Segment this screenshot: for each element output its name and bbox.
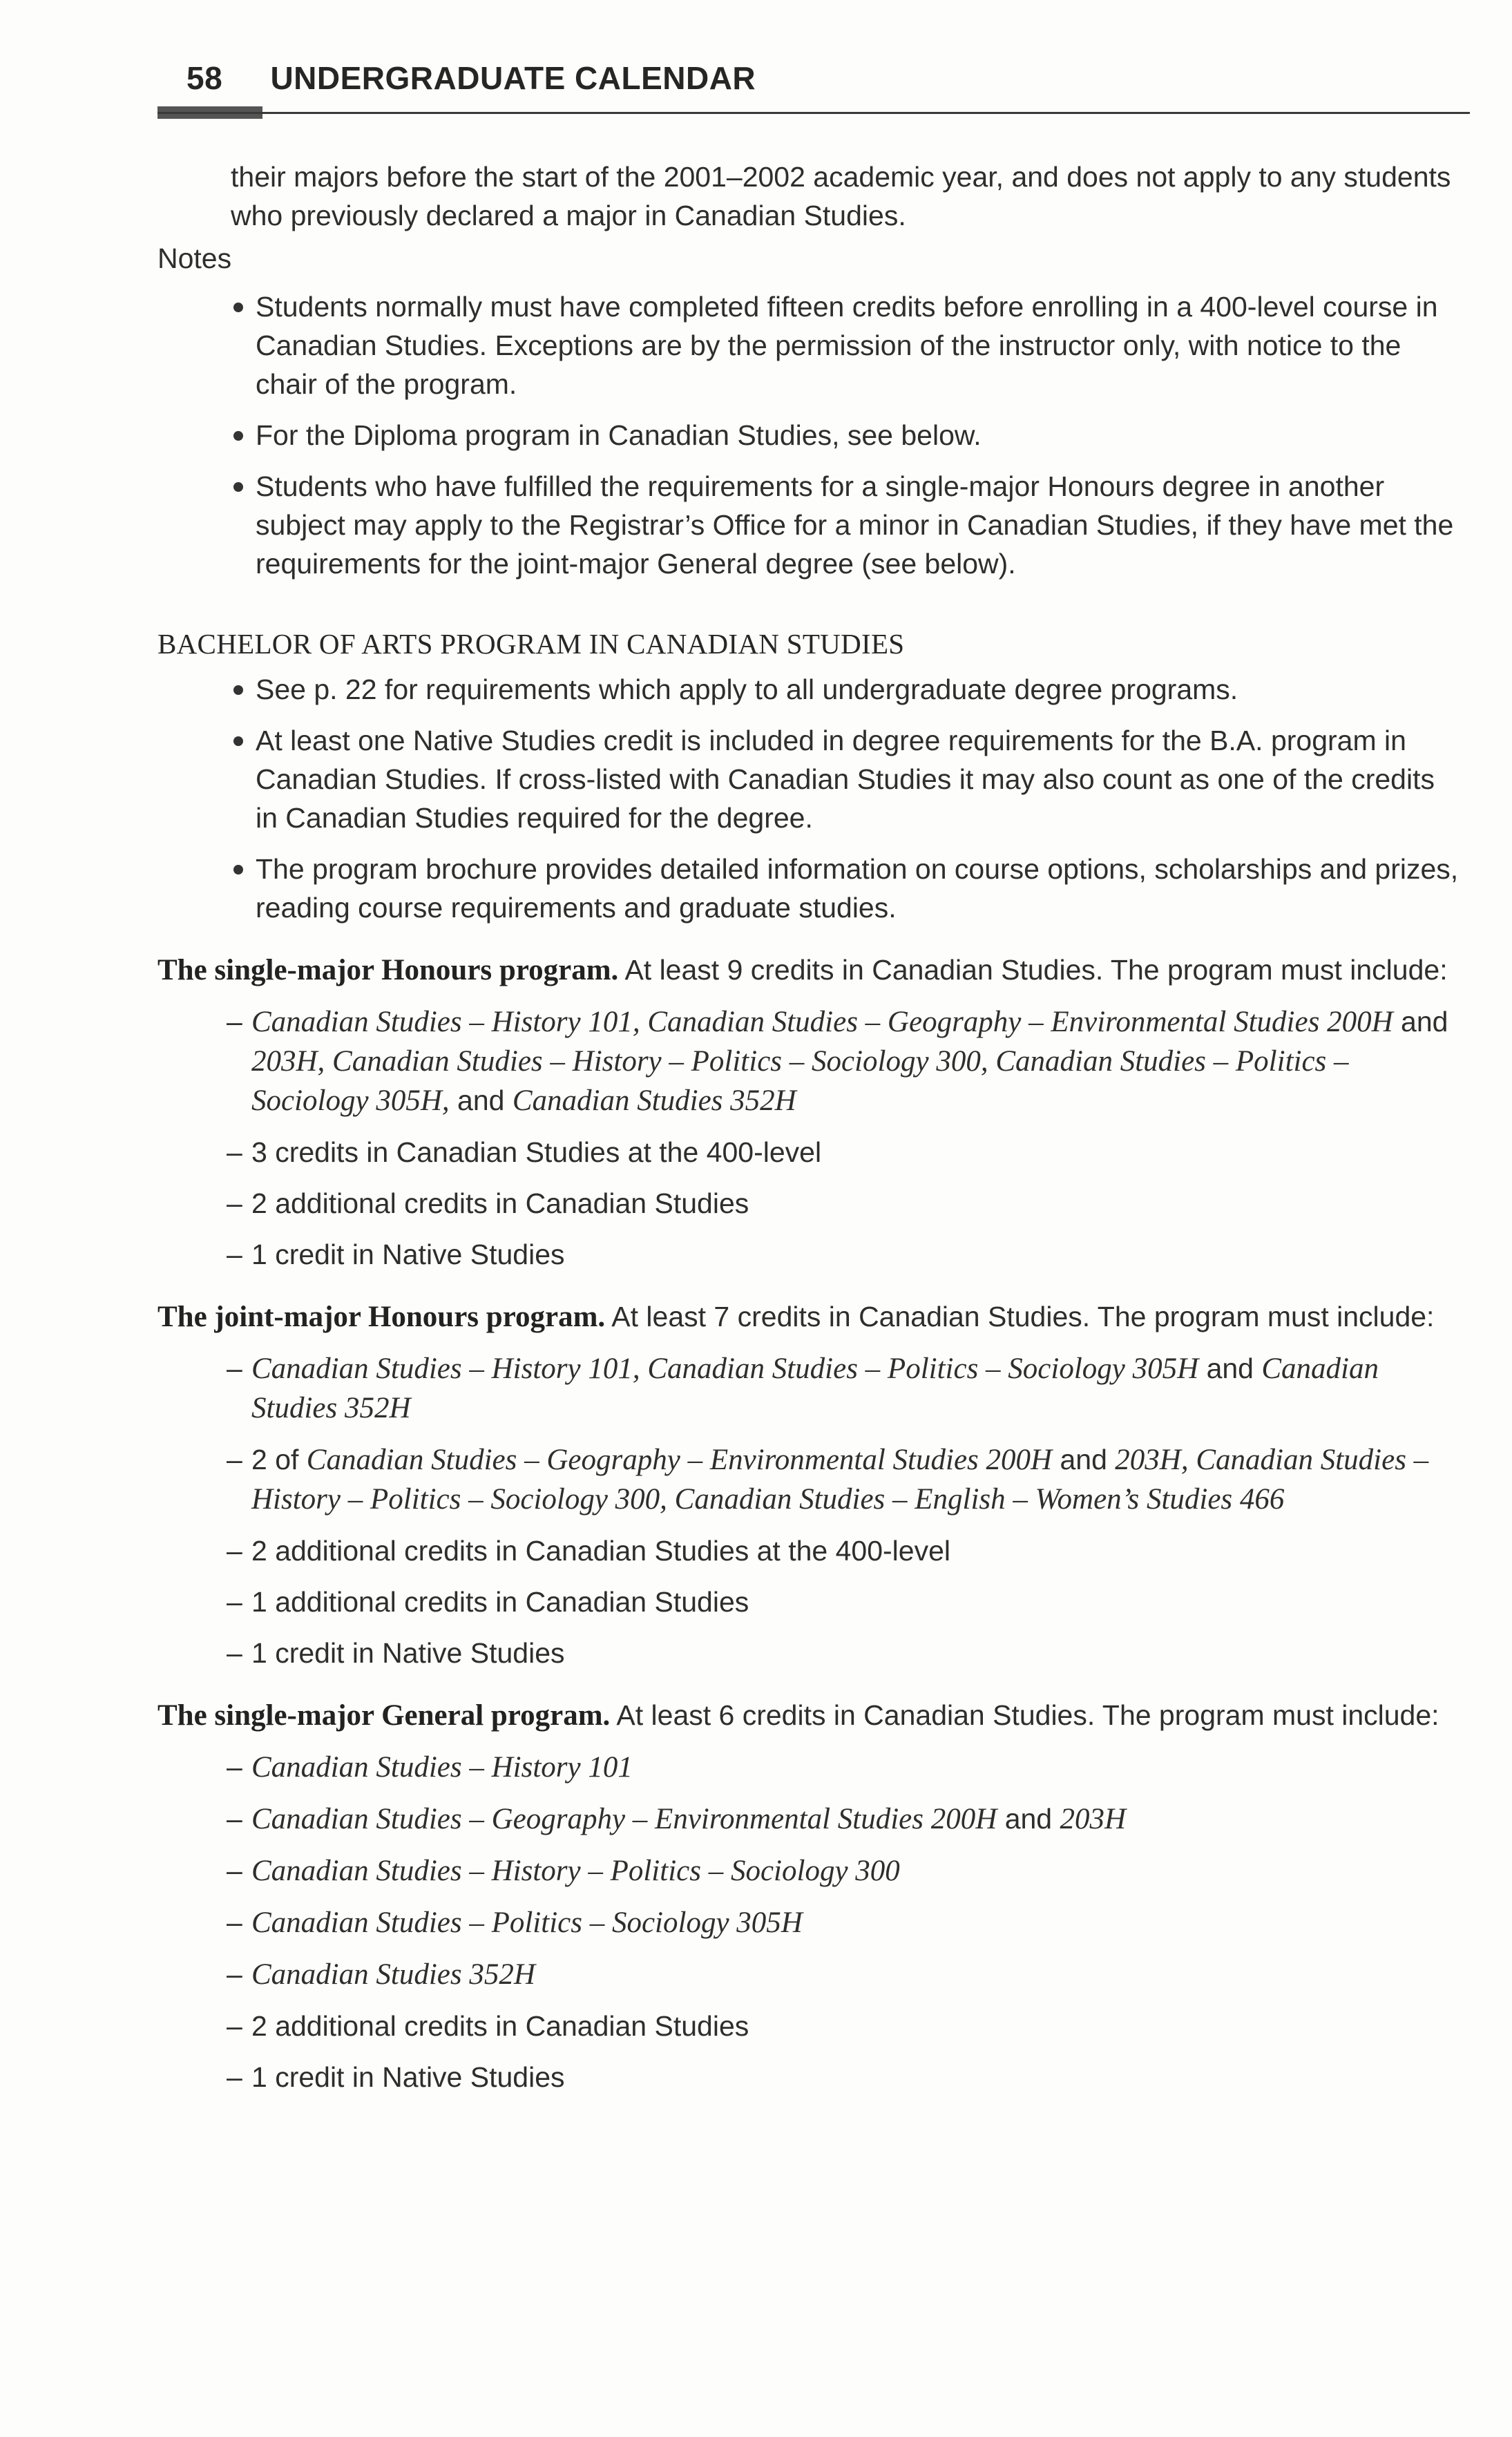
course-list-text: 203H, Canadian Studies – History – Politics – Sociology 300, Canadian Studies – English – Women’s Studies 466 bbox=[251, 1444, 1429, 1516]
connector-text: 2 of bbox=[251, 1444, 307, 1475]
running-head bbox=[186, 59, 756, 97]
single-honours-item: – 1 credit in Native Studies bbox=[157, 1235, 1463, 1274]
ba-requirements-list bbox=[157, 670, 1463, 927]
page-body bbox=[157, 157, 1463, 2109]
ba-requirement-item: At least one Native Studies credit is included in degree requirements for the B.A. program in Canadian Studies. If cross-listed with Canadian Studies it may also count as one of the credits in Canadian Studies required for the degree. bbox=[157, 721, 1463, 837]
notes-item: For the Diploma program in Canadian Studies, see below. bbox=[157, 416, 1463, 455]
course-list-text: Canadian Studies – History 101, Canadian Studies – Politics – Sociology 305H bbox=[251, 1353, 1199, 1385]
course-list-text: 203H, Canadian Studies – History – Politics – Sociology 300, Canadian Studies – Politics – Sociology 305H, bbox=[251, 1045, 1349, 1117]
course-list-text: Canadian Studies – History 101, Canadian Studies – Geography – Environmental Studies 200H bbox=[251, 1006, 1393, 1038]
notes-label: Notes bbox=[157, 242, 232, 274]
single-general-item: – 2 additional credits in Canadian Studies bbox=[157, 2007, 1463, 2045]
connector-text: and bbox=[997, 1803, 1060, 1835]
joint-honours-paragraph bbox=[157, 1297, 1463, 1337]
single-general-item: – 1 credit in Native Studies bbox=[157, 2058, 1463, 2096]
single-honours-title: The single-major Honours program. bbox=[157, 954, 619, 986]
course-list-text: Canadian Studies – Geography – Environmental Studies 200H bbox=[251, 1803, 997, 1835]
ba-requirement-item: See p. 22 for requirements which apply to all undergraduate degree programs. bbox=[157, 670, 1463, 709]
course-list-text: Canadian Studies 352H bbox=[251, 1353, 1379, 1424]
single-honours-desc: At least 9 credits in Canadian Studies. The program must include: bbox=[618, 954, 1448, 986]
connector-text: and bbox=[449, 1084, 513, 1116]
intro-paragraph: their majors before the start of the 2001–2002 academic year, and does not apply to any students who previously declared a major in Canadian Studies. bbox=[231, 161, 1451, 231]
page-header-title: UNDERGRADUATE CALENDAR bbox=[270, 60, 756, 96]
joint-honours-list bbox=[157, 1349, 1463, 1672]
course-list-text: Canadian Studies – History – Politics – Sociology 300 bbox=[251, 1855, 900, 1887]
connector-text: and bbox=[1052, 1444, 1116, 1475]
ba-requirement-item: The program brochure provides detailed information on course options, scholarships and prizes, reading course requirements and graduate studies. bbox=[157, 850, 1463, 927]
single-general-item bbox=[157, 1903, 1463, 1942]
joint-honours-title: The joint-major Honours program. bbox=[157, 1301, 606, 1333]
single-general-paragraph bbox=[157, 1696, 1463, 1735]
joint-honours-item: – 1 credit in Native Studies bbox=[157, 1634, 1463, 1672]
notes-list bbox=[157, 287, 1463, 583]
joint-honours-item: – 2 additional credits in Canadian Studies at the 400-level bbox=[157, 1531, 1463, 1570]
single-honours-list bbox=[157, 1002, 1463, 1274]
joint-honours-item bbox=[157, 1440, 1463, 1519]
single-general-item bbox=[157, 1799, 1463, 1839]
course-list-text: 203H bbox=[1060, 1803, 1127, 1835]
single-general-list bbox=[157, 1748, 1463, 2096]
single-honours-item: – 3 credits in Canadian Studies at the 400-level bbox=[157, 1133, 1463, 1172]
single-general-item bbox=[157, 1955, 1463, 1994]
single-honours-item: – 2 additional credits in Canadian Studies bbox=[157, 1184, 1463, 1223]
single-honours-paragraph bbox=[157, 950, 1463, 990]
single-general-item bbox=[157, 1851, 1463, 1891]
single-general-desc: At least 6 credits in Canadian Studies. The program must include: bbox=[610, 1699, 1439, 1731]
single-general-title: The single-major General program. bbox=[157, 1699, 611, 1732]
ba-section-heading: BACHELOR OF ARTS PROGRAM IN CANADIAN STUDIES bbox=[157, 628, 905, 660]
joint-honours-item bbox=[157, 1349, 1463, 1428]
single-general-item bbox=[157, 1748, 1463, 1787]
connector-text: and bbox=[1198, 1353, 1262, 1384]
notes-item: Students normally must have completed fifteen credits before enrolling in a 400-level course in Canadian Studies. Exceptions are by the permission of the instructor only, with notice to the chair of the program. bbox=[157, 287, 1463, 403]
course-list-text: Canadian Studies – Politics – Sociology 305H bbox=[251, 1906, 803, 1939]
joint-honours-item: – 1 additional credits in Canadian Studies bbox=[157, 1583, 1463, 1621]
page-number: 58 bbox=[186, 60, 223, 96]
connector-text: and bbox=[1393, 1006, 1448, 1038]
course-list-text: Canadian Studies 352H bbox=[512, 1084, 796, 1117]
notes-item: Students who have fulfilled the requirements for a single-major Honours degree in another subject may apply to the Registrar’s Office for a minor in Canadian Studies, if they have met the requirements for the joint-major General degree (see below). bbox=[157, 467, 1463, 583]
joint-honours-desc: At least 7 credits in Canadian Studies. The program must include: bbox=[605, 1301, 1435, 1332]
course-list-text: Canadian Studies – Geography – Environmental Studies 200H bbox=[306, 1444, 1053, 1476]
course-list-text: Canadian Studies 352H bbox=[251, 1958, 535, 1991]
single-honours-item bbox=[157, 1002, 1463, 1120]
course-list-text: Canadian Studies – History 101 bbox=[251, 1751, 633, 1784]
header-rule bbox=[157, 112, 1470, 114]
